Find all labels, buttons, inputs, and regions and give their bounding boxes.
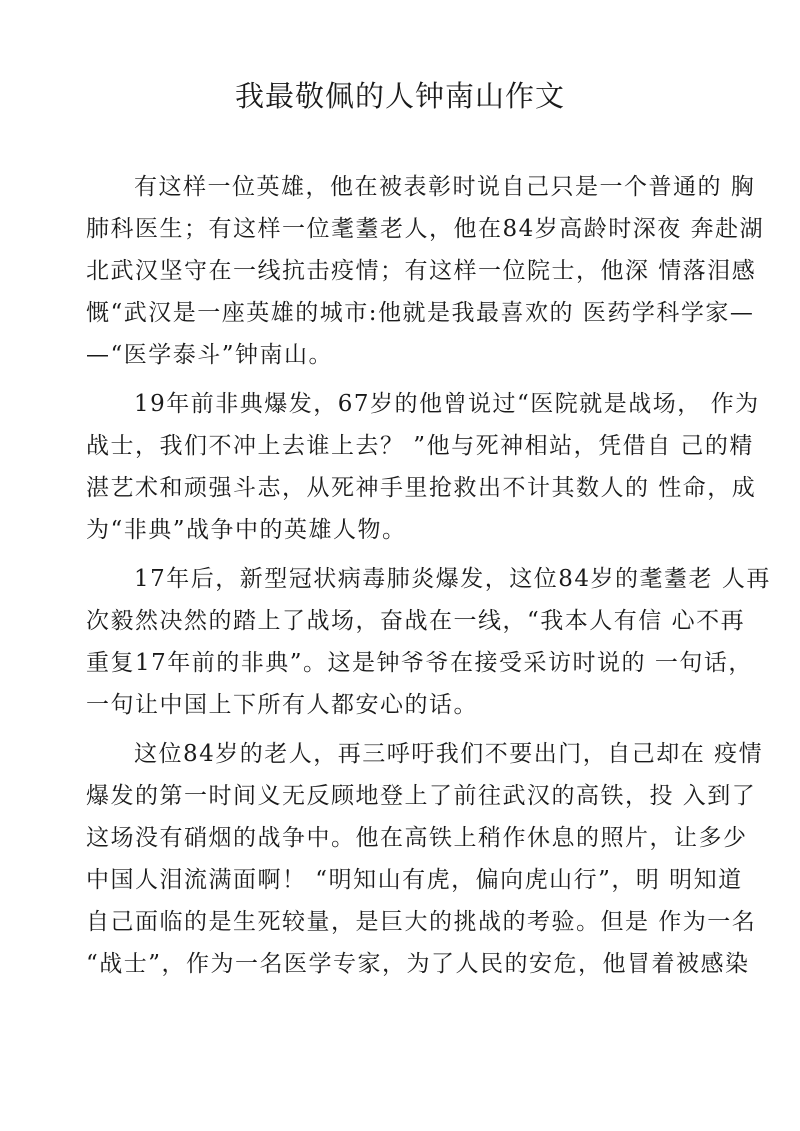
text-line: —“医学泰斗”钟南山。 — [86, 342, 334, 368]
text-line: 自己面临的是生死较量，是巨大的挑战的考验。但是 作为一名 — [86, 909, 757, 935]
text-line: 肺科医生；有这样一位耄耋老人，他在84岁高龄时深夜 奔赴湖 — [86, 216, 765, 242]
text-line: 慨“武汉是一座英雄的城市:他就是我最喜欢的 医药学科学家— — [86, 300, 755, 326]
text-line: 中国人泪流满面啊！ “明知山有虎，偏向虎山行”，明 明知道 — [86, 867, 743, 893]
text-line: 一句让中国上下所有人都安心的话。 — [86, 692, 478, 718]
document-body — [86, 166, 771, 992]
paragraph-1 — [86, 166, 765, 376]
document-title: 我最敬佩的人钟南山作文 — [234, 79, 565, 113]
paragraph-3 — [86, 558, 771, 726]
text-line: 爆发的第一时间义无反顾地登上了前往武汉的高铁，投 入到了 — [86, 783, 757, 809]
text-line: “战士”，作为一名医学专家，为了人民的安危，他冒着被感染 — [86, 951, 750, 977]
text-line: 为“非典”战争中的英雄人物。 — [86, 517, 407, 543]
paragraph-2 — [86, 383, 760, 551]
text-line: 北武汉坚守在一线抗击疫情；有这样一位院士，他深 情落泪感 — [86, 258, 757, 284]
text-line: 重复17年前的非典”。这是钟爷爷在接受采访时说的 一句话， — [86, 650, 753, 676]
text-line: 17年后，新型冠状病毒肺炎爆发，这位84岁的耄耋老 人再 — [134, 566, 771, 592]
text-line: 有这样一位英雄，他在被表彰时说自己只是一个普通的 胸 — [134, 174, 756, 200]
text-line: 次毅然决然的踏上了战场，奋战在一线，“我本人有信 心不再 — [86, 608, 746, 634]
paragraph-4 — [86, 733, 764, 985]
text-line: 湛艺术和顽强斗志，从死神手里抢救出不计其数人的 性命，成 — [86, 475, 757, 501]
text-line: 战士，我们不冲上去谁上去？ ”他与死神相站，凭借自 己的精 — [86, 433, 754, 459]
text-line: 19年前非典爆发，67岁的他曾说过“医院就是战场， 作为 — [134, 391, 760, 417]
text-line: 这场没有硝烟的战争中。他在高铁上稍作休息的照片，让多少 — [86, 825, 748, 851]
text-line: 这位84岁的老人，再三呼吁我们不要出门，自己却在 疫情 — [134, 741, 764, 767]
